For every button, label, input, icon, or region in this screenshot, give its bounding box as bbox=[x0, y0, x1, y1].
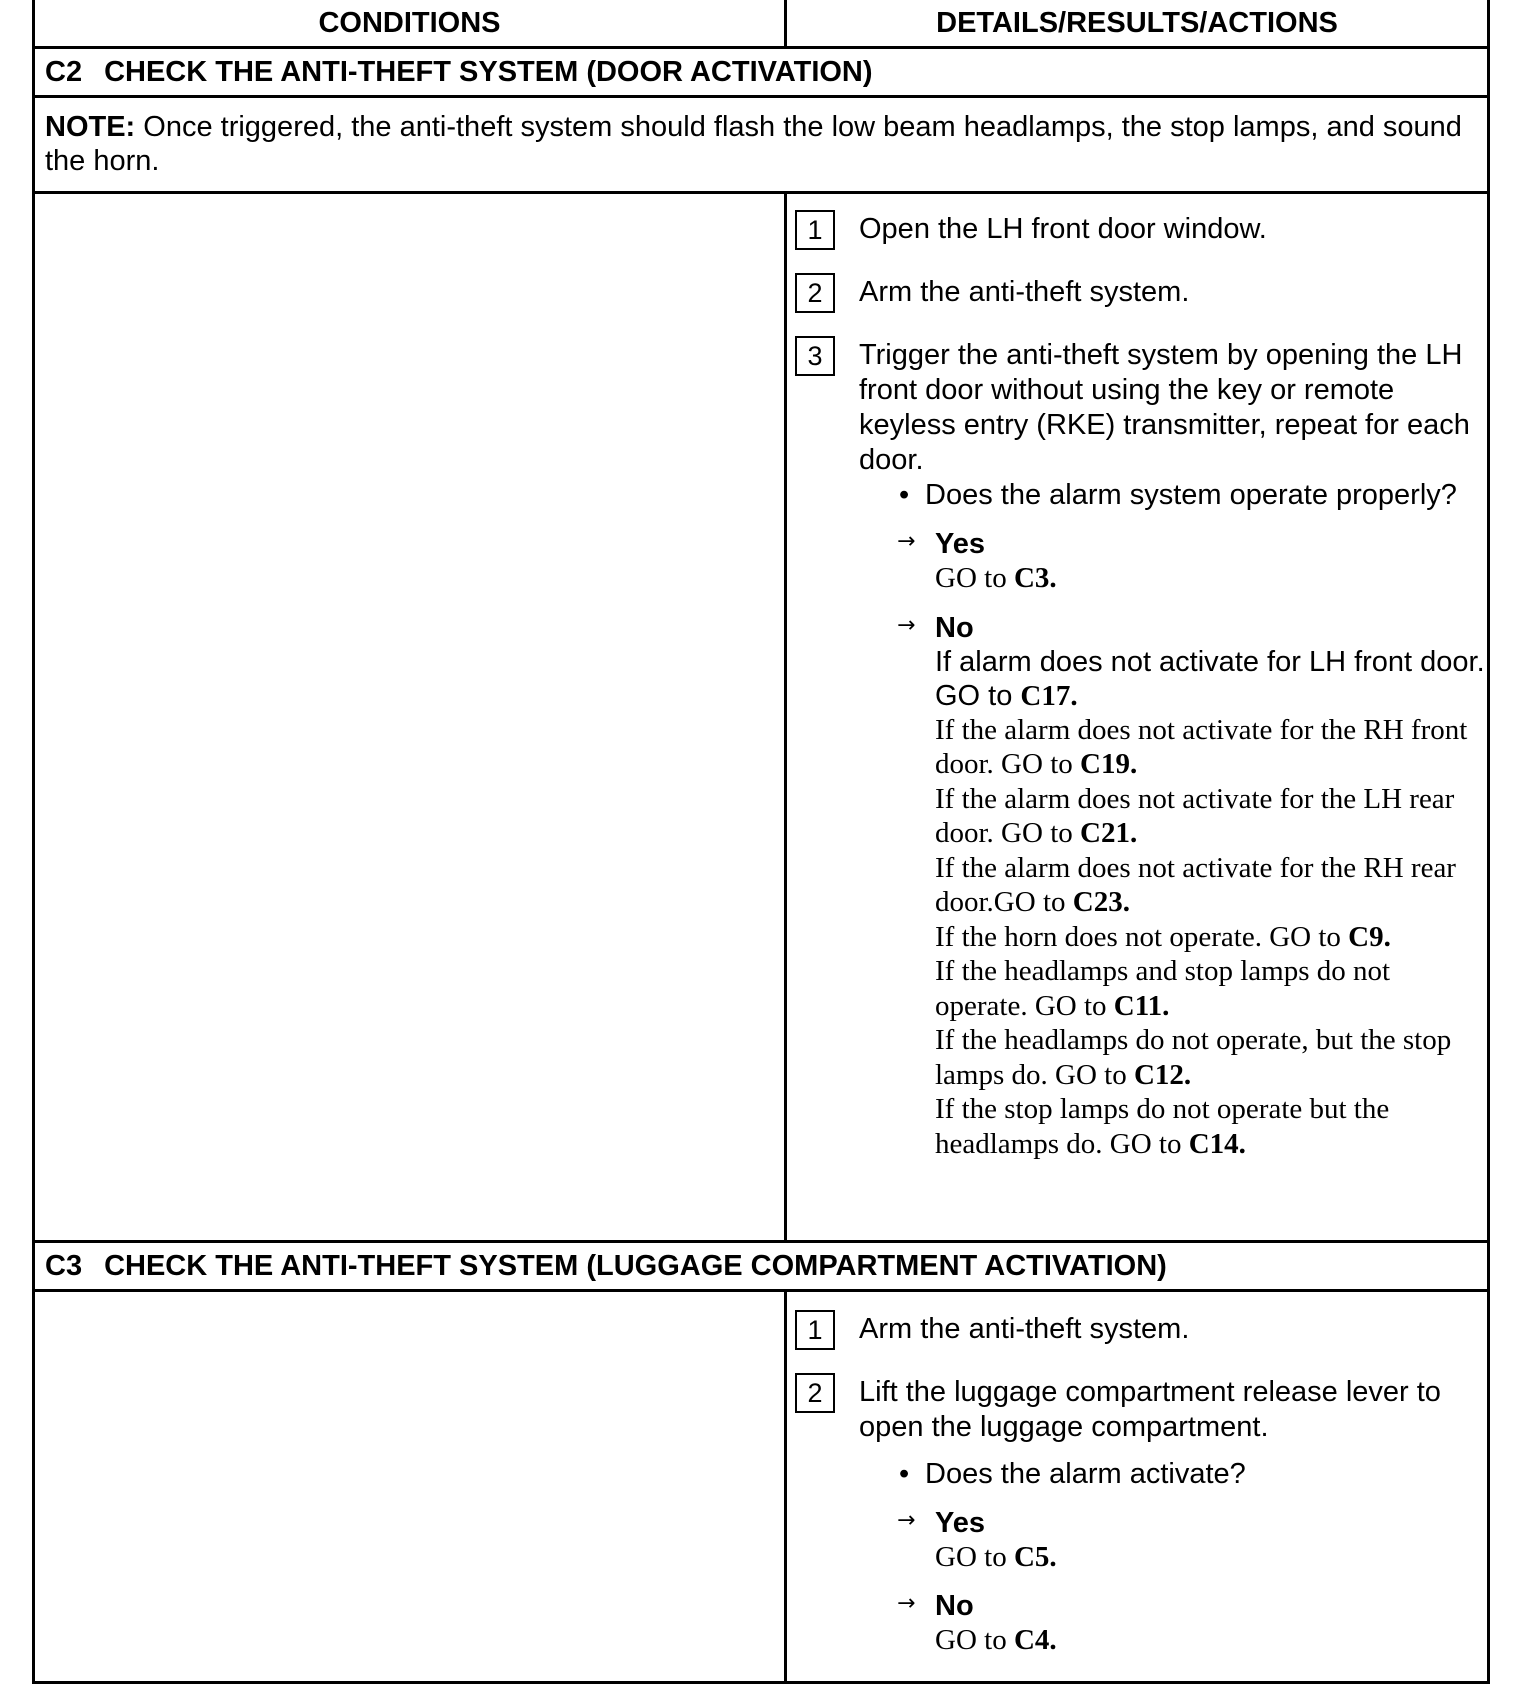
c2-step-3 bbox=[787, 338, 1487, 478]
c3-yes-outcome bbox=[787, 1506, 1487, 1575]
note-text: Once triggered, the anti-theft system should flash the low beam headlamps, the stop lamps, and sound the horn. bbox=[45, 111, 1462, 177]
step-number: 2 bbox=[795, 1373, 835, 1413]
c2-question bbox=[787, 478, 1487, 513]
arrow-right-icon: → bbox=[897, 1590, 916, 1616]
note-label: NOTE: bbox=[45, 111, 136, 143]
bullet-icon: • bbox=[899, 479, 910, 511]
question-text: Does the alarm system operate properly? bbox=[925, 479, 1457, 511]
no-label: No bbox=[935, 611, 974, 644]
no-first-target: C17. bbox=[1020, 679, 1078, 712]
c2-no-outcome bbox=[787, 611, 1487, 1162]
no-item: If the alarm does not activate for the RH rear door.GO to C23. bbox=[935, 851, 1456, 918]
c2-yes-outcome bbox=[787, 527, 1487, 596]
c2-code: C2 bbox=[45, 56, 83, 88]
c3-body bbox=[35, 1292, 1487, 1681]
c2-note bbox=[35, 98, 1487, 194]
arrow-right-icon: → bbox=[897, 1508, 916, 1533]
c3-question bbox=[787, 1457, 1487, 1492]
step-text: Open the LH front door window. bbox=[859, 213, 1267, 245]
yes-label: Yes bbox=[935, 528, 985, 560]
c3-conditions-cell bbox=[35, 1292, 787, 1681]
bullet-icon: • bbox=[899, 1458, 910, 1490]
step-text: Lift the luggage compartment release lever to open the luggage compartment. bbox=[859, 1376, 1441, 1443]
step-number: 2 bbox=[795, 273, 835, 313]
yes-action: GO to C3. bbox=[935, 562, 1057, 594]
c3-step-1 bbox=[787, 1312, 1487, 1347]
table-header bbox=[35, 0, 1487, 49]
details-header: DETAILS/RESULTS/ACTIONS bbox=[936, 7, 1338, 39]
c3-details-cell bbox=[787, 1292, 1487, 1681]
yes-label: Yes bbox=[935, 1507, 985, 1539]
yes-target: C3. bbox=[1013, 562, 1057, 594]
c2-title: CHECK THE ANTI-THEFT SYSTEM (DOOR ACTIVATION) bbox=[104, 56, 873, 88]
no-item: If the headlamps do not operate, but the stop lamps do. GO to C12. bbox=[935, 1024, 1452, 1091]
c2-details-cell bbox=[787, 194, 1487, 1240]
no-label: No bbox=[935, 1589, 974, 1622]
c3-title: CHECK THE ANTI-THEFT SYSTEM (LUGGAGE COMPARTMENT ACTIVATION) bbox=[104, 1250, 1167, 1282]
no-action: GO to C4. bbox=[935, 1623, 1057, 1656]
step-text: Arm the anti-theft system. bbox=[859, 1313, 1190, 1345]
step-text: Trigger the anti-theft system by opening the LH front door without using the key or remote keyless entry (RKE) transmitter, repeat for each door. bbox=[859, 339, 1470, 476]
no-item: If the horn does not operate. GO to C9. bbox=[935, 920, 1391, 953]
c3-step-2 bbox=[787, 1375, 1487, 1445]
step-number: 1 bbox=[795, 1310, 835, 1350]
arrow-right-icon: → bbox=[897, 612, 916, 638]
arrow-right-icon: → bbox=[897, 529, 916, 554]
question-text: Does the alarm activate? bbox=[925, 1458, 1246, 1490]
c2-section-title bbox=[35, 49, 1487, 98]
diagnostic-table bbox=[32, 0, 1490, 1684]
no-item: If the alarm does not activate for the LH rear door. GO to C21. bbox=[935, 782, 1455, 849]
conditions-header: CONDITIONS bbox=[35, 0, 787, 46]
c2-step-2 bbox=[787, 275, 1487, 310]
c2-body bbox=[35, 194, 1487, 1240]
no-target: C4. bbox=[1013, 1623, 1057, 1656]
no-item: If the alarm does not activate for the RH front door. GO to C19. bbox=[935, 713, 1468, 780]
c2-step-1 bbox=[787, 212, 1487, 247]
step-number: 1 bbox=[795, 210, 835, 250]
no-item: If the headlamps and stop lamps do not operate. GO to C11. bbox=[935, 955, 1391, 1022]
yes-action: GO to C5. bbox=[935, 1541, 1057, 1573]
step-text: Arm the anti-theft system. bbox=[859, 276, 1190, 308]
c3-section-title bbox=[35, 1240, 1487, 1292]
step-number: 3 bbox=[795, 336, 835, 376]
no-item: If the stop lamps do not operate but the headlamps do. GO to C14. bbox=[935, 1093, 1390, 1160]
yes-target: C5. bbox=[1013, 1541, 1057, 1573]
c3-no-outcome bbox=[787, 1589, 1487, 1658]
c2-conditions-cell bbox=[35, 194, 787, 1240]
no-first-item: If alarm does not activate for LH front door. GO to C17. bbox=[935, 645, 1485, 712]
c3-code: C3 bbox=[45, 1250, 83, 1282]
